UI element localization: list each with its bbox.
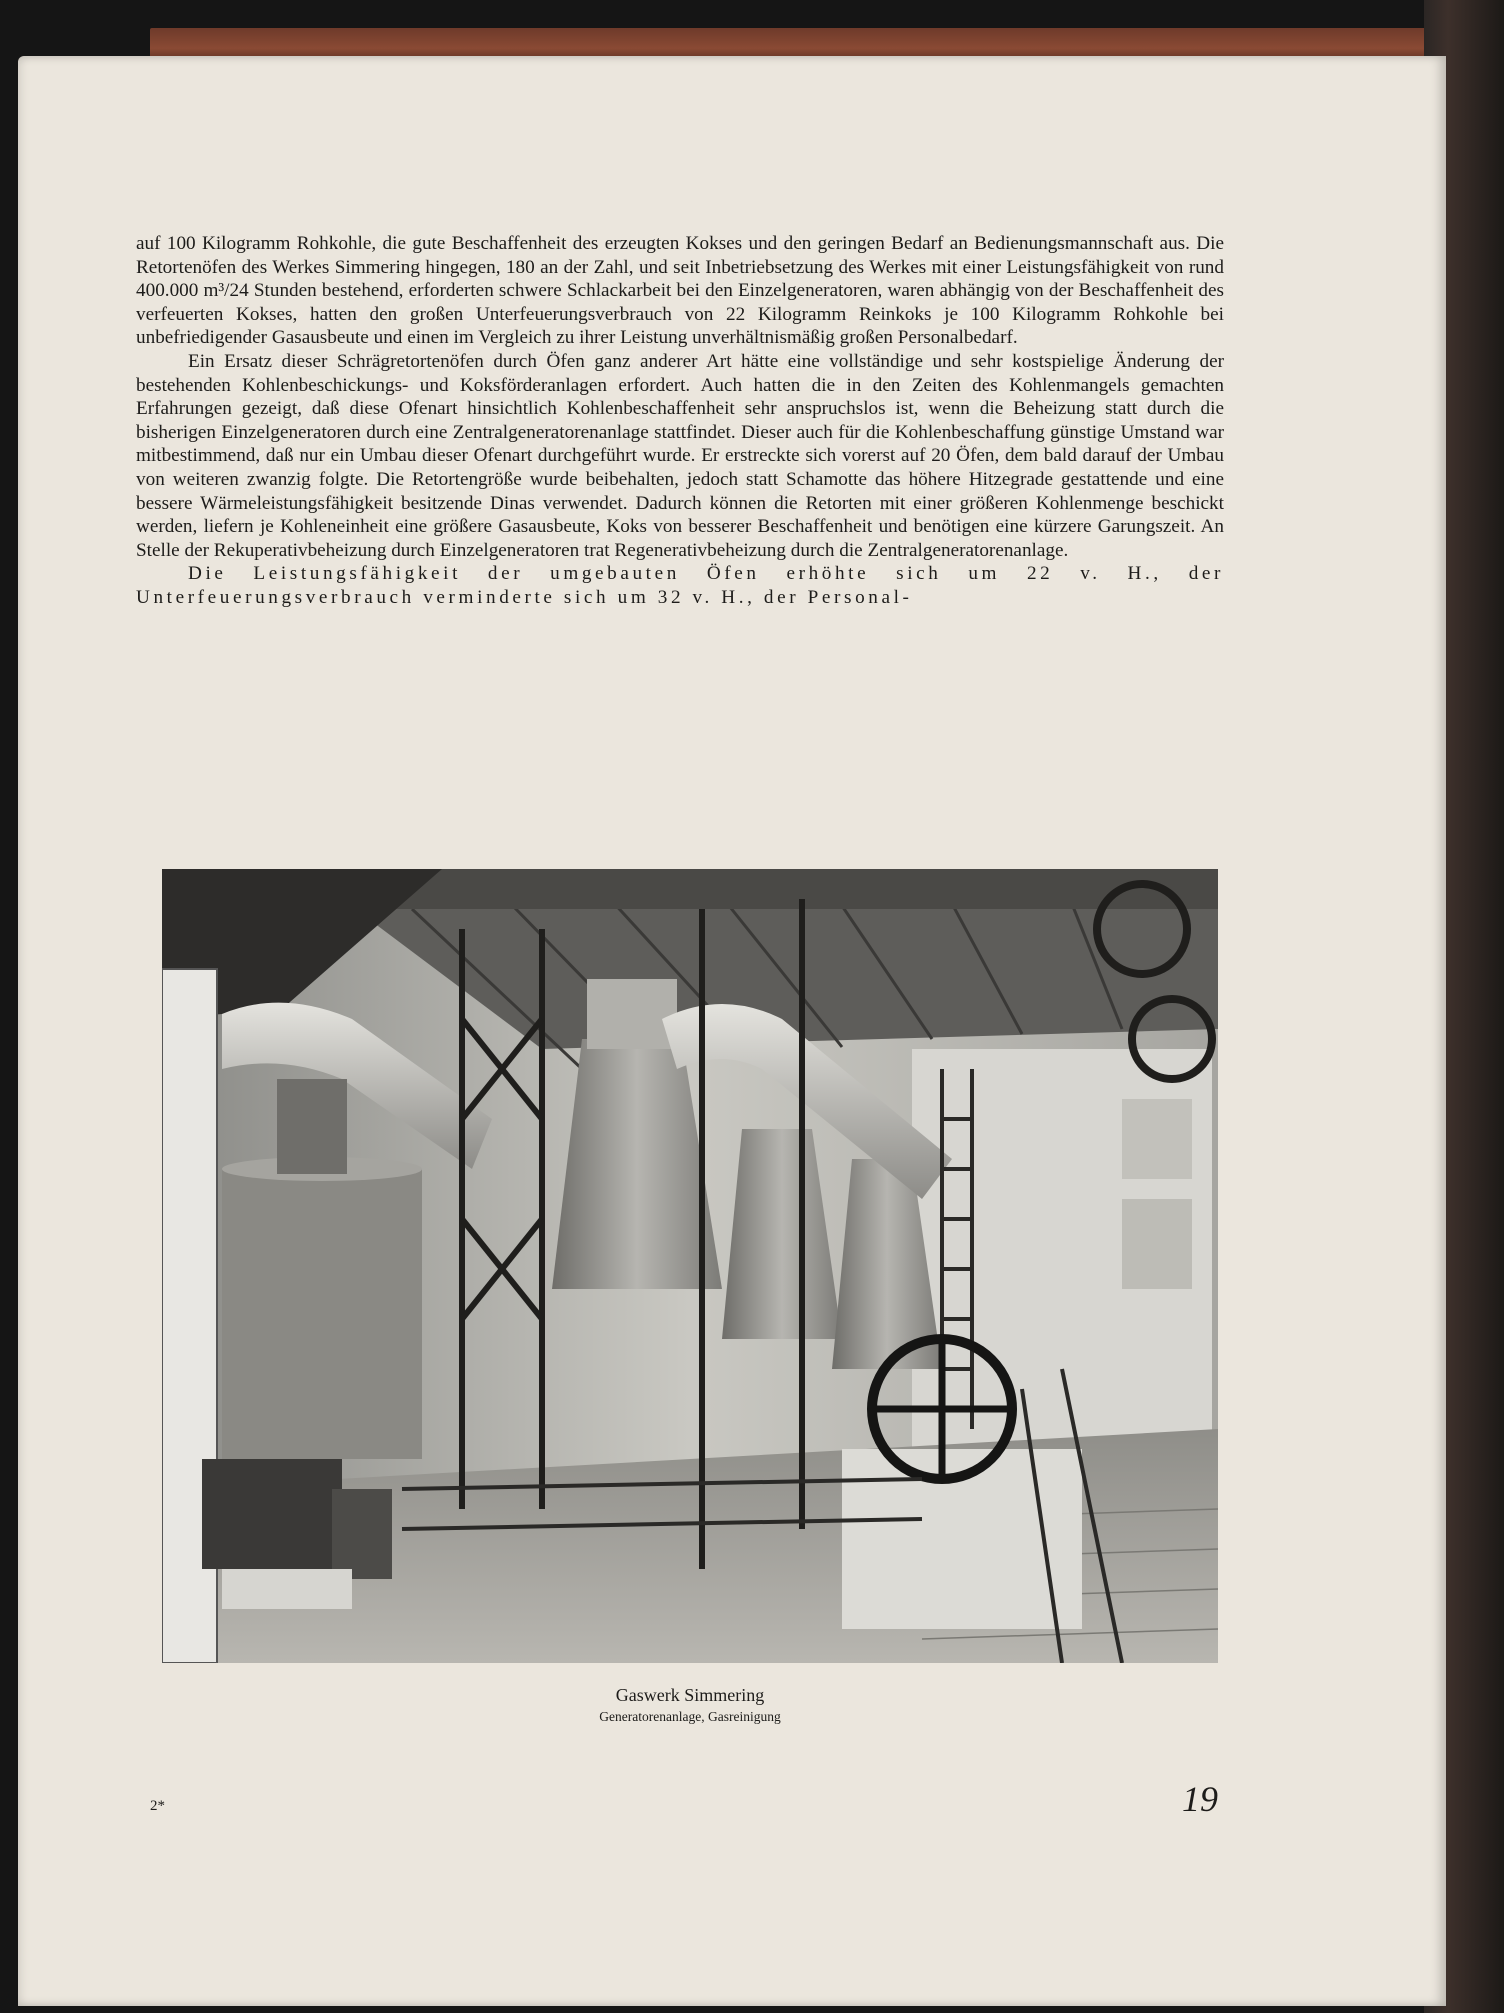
page-number: 19 — [1182, 1779, 1218, 1819]
caption-title: Gaswerk Simmering — [615, 1685, 765, 1705]
photo-caption — [162, 1684, 1218, 1726]
photo-generator-plant — [162, 869, 1218, 1663]
body-text — [136, 232, 1224, 610]
paragraph-3: Die Leistungsfähigkeit der umgebauten Öfen erhöhte sich um 22 v. H., der Unterfeuerungsverbrauch verminderte sich um 32 v. H., der Personal- — [136, 563, 1224, 608]
book-page — [18, 56, 1446, 2006]
paragraph-1: auf 100 Kilogramm Rohkohle, die gute Beschaffenheit des erzeugten Kokses und den geringen Bedarf an Bedienungsmannschaft aus. Die Retortenöfen des Werkes Simmering hingegen, 180 an der Zahl, und seit Inbetriebsetzung des Werkes mit einer Leistungsfähigkeit von rund 400.000 m³/24 Stunden bestehend, erforderten schwere Schlackarbeit bei den Einzelgeneratoren, waren abhängig von der Beschaffenheit des verfeuerten Kokses, hatten den großen Unterfeuerungsverbrauch von 22 Kilogramm Reinkoks je 100 Kilogramm Rohkohle bei unbefriedigender Gasausbeute und einen im Vergleich zu ihrer Leistung unverhältnismäßig großen Personalbedarf. — [136, 233, 1224, 349]
printer-signature-mark: 2* — [150, 1798, 165, 1814]
paragraph-2: Ein Ersatz dieser Schrägretortenöfen durch Öfen ganz anderer Art hätte eine vollständige und sehr kostspielige Änderung der bestehenden Kohlenbeschickungs- und Koksförderanlagen erfordert. Auch hatten die in den Zeiten des Kohlenmangels gemachten Erfahrungen gezeigt, daß diese Ofenart hinsichtlich Kohlenbeschaffenheit sehr anspruchslos ist, wenn die Beheizung statt durch die bisherigen Einzelgeneratoren durch eine Zentralgeneratorenanlage stattfindet. Dieser auch für die Kohlenbeschaffung günstige Umstand war mitbestimmend, daß nur ein Umbau dieser Ofenart durchgeführt wurde. Er erstreckte sich vorerst auf 20 Öfen, dem bald darauf der Umbau von weiteren zwanzig folgte. Die Retortengröße wurde beibehalten, jedoch statt Schamotte das höhere Hitzegrade gestattende und eine bessere Wärmeleistungsfähigkeit besitzende Dinas verwendet. Dadurch können die Retorten mit einer größeren Kohlenmenge beschickt werden, liefern je Kohleneinheit eine größere Gasausbeute, Koks von besserer Beschaffenheit und benötigen eine kürzere Garungszeit. An Stelle der Rekuperativbeheizung durch Einzelgeneratoren trat Regenerativbeheizung durch die Zentralgeneratorenanlage. — [136, 350, 1224, 561]
caption-subtitle: Generatorenanlage, Gasreinigung — [599, 1709, 781, 1724]
